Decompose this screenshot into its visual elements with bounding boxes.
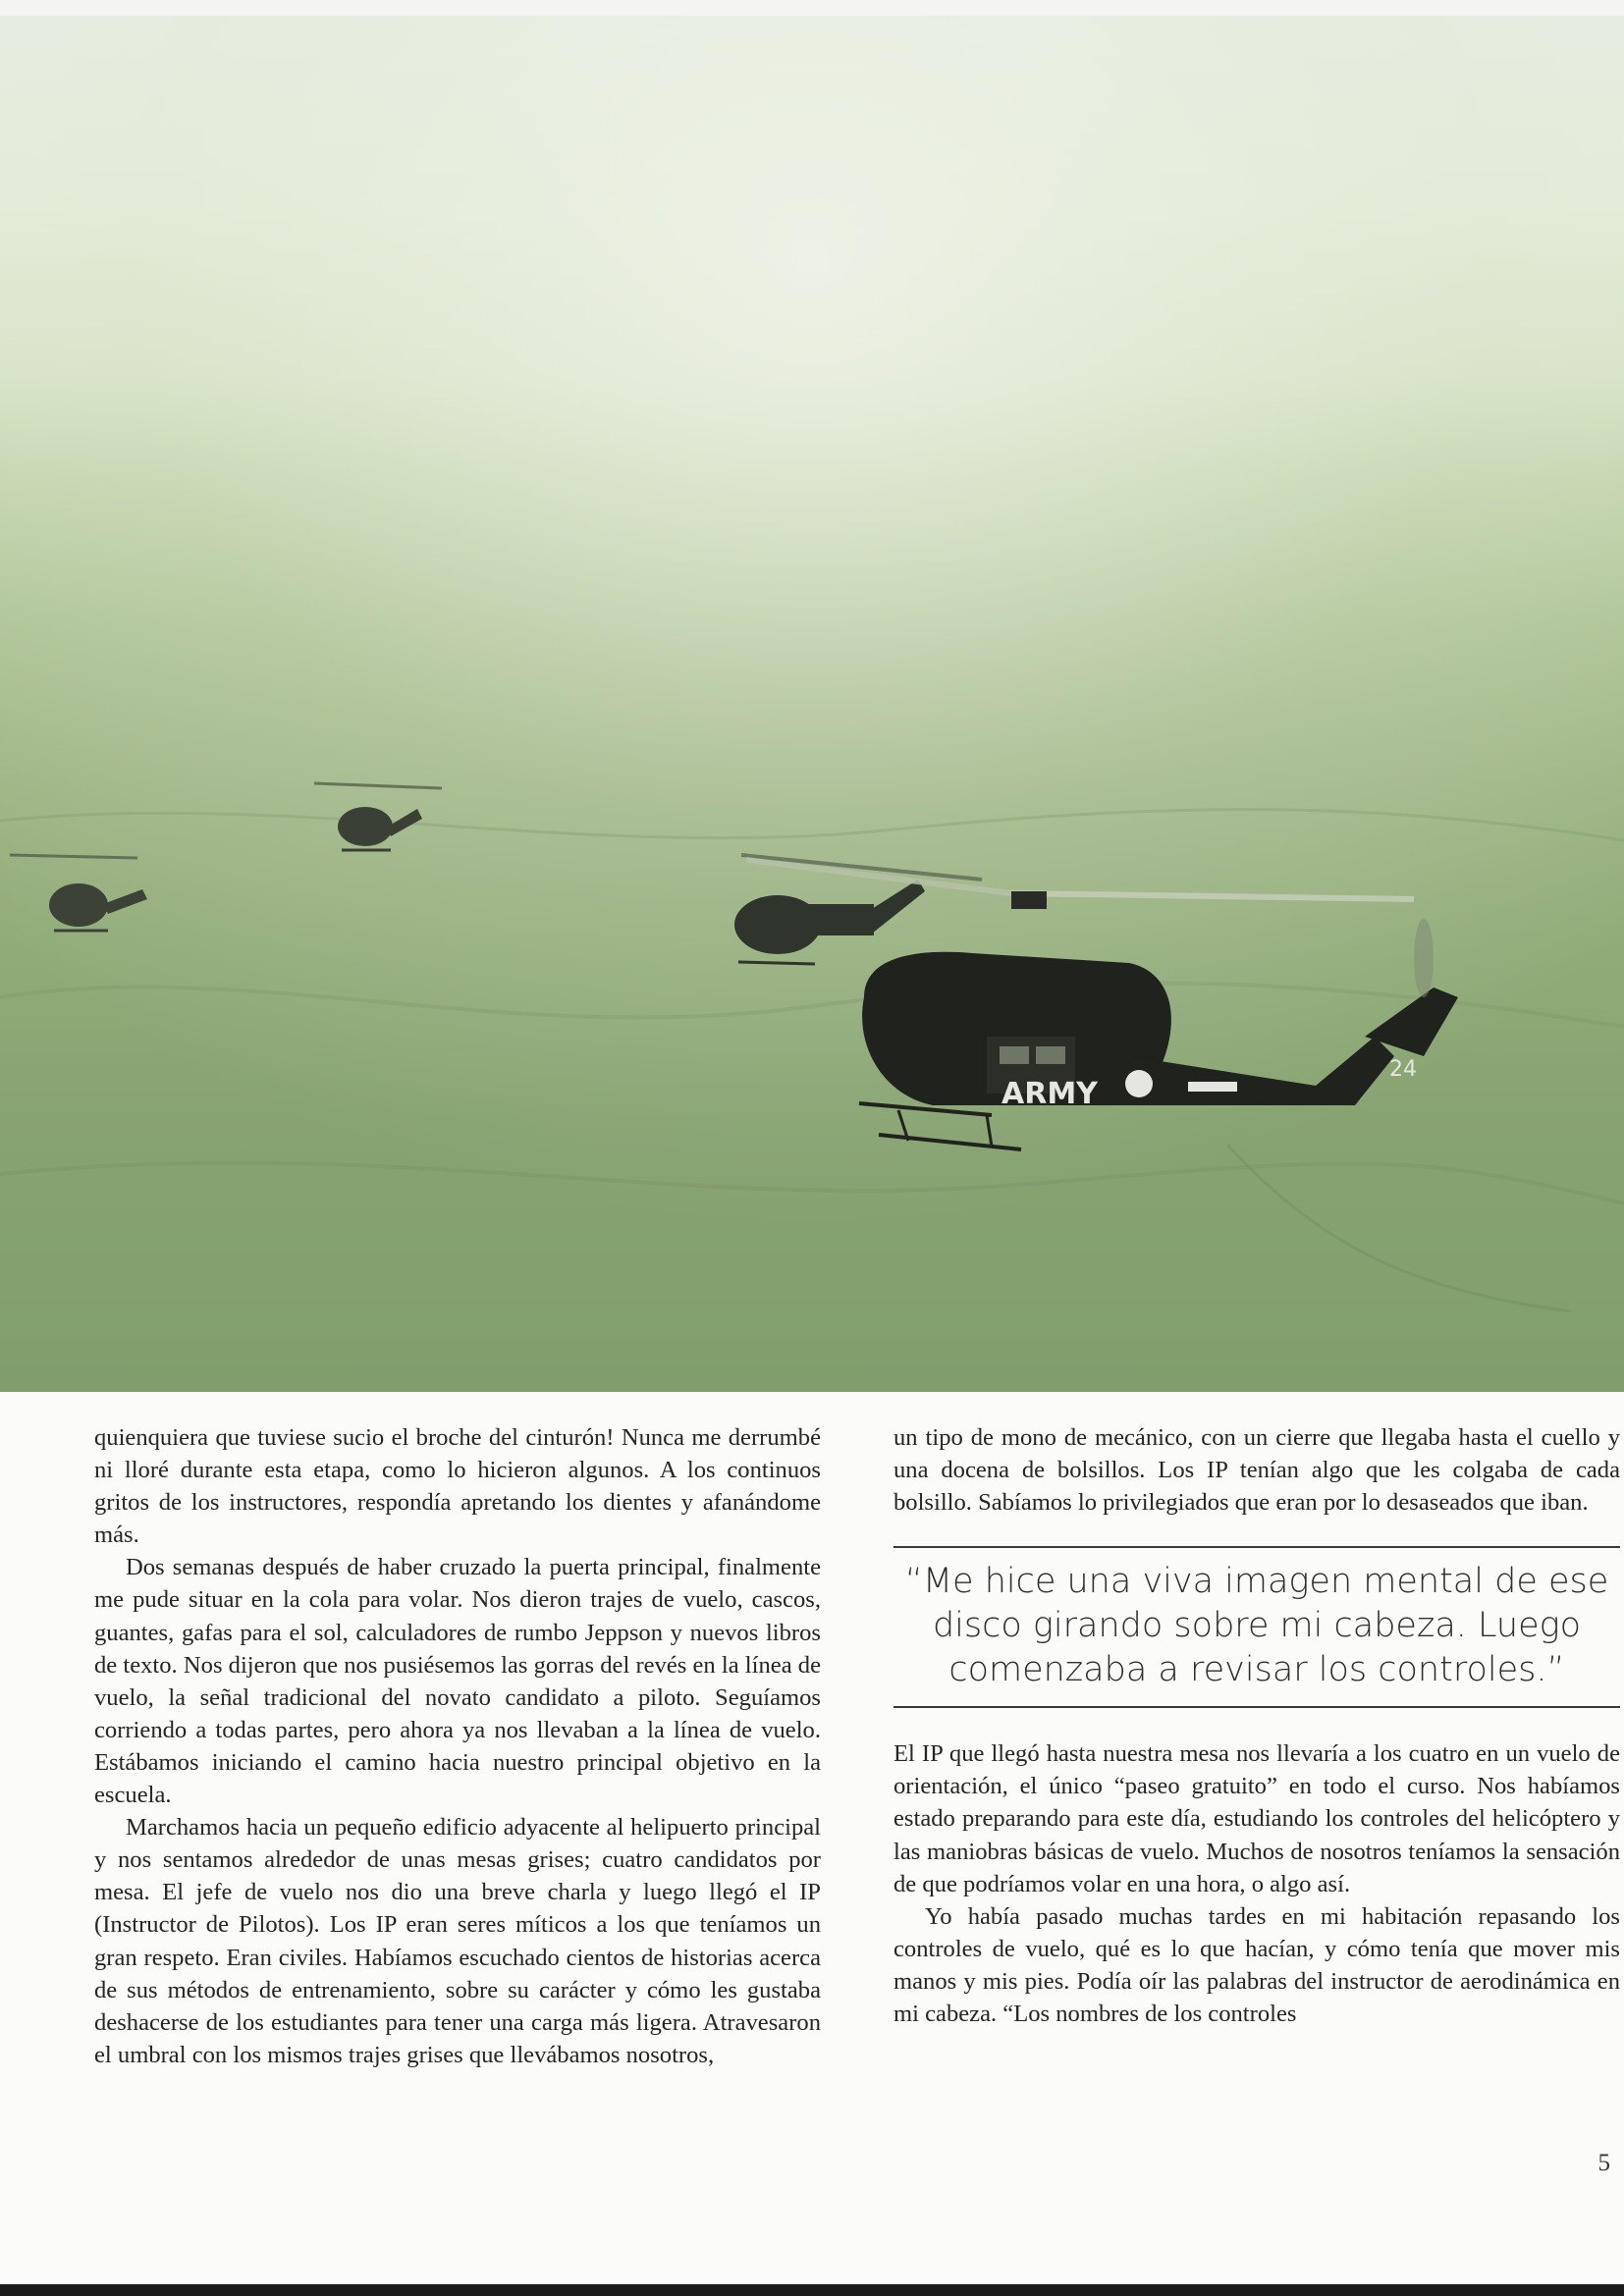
helicopter-photo (0, 16, 1624, 1392)
left-text-column (94, 1421, 821, 2071)
left-paragraph-2: Dos semanas después de haber cruzado la puerta principal, finalmente me pude situar en la cola para volar. Nos dieron trajes de vuelo, cascos, guantes, gafas para el sol, calculadores de rumbo Jeppson y nuevos libros de texto. Nos dijeron que nos pusiésemos las gorras del revés en la línea de vuelo, la señal tradicional del novato candidato a piloto. Seguíamos corriendo a todas partes, pero ahora ya nos llevaban a la línea de vuelo. Estábamos iniciando el camino hacia nuestro principal objetivo en la escuela. (94, 1554, 821, 1809)
left-paragraph-3: Marchamos hacia un pequeño edificio adyacente al helipuerto principal y nos sentamos alrededor de unas mesas grises; cuatro candidatos por mesa. El jefe de vuelo nos dio una breve charla y luego llegó el IP (Instructor de Pilotos). Los IP eran seres míticos a los que teníamos un gran respeto. Eran civiles. Habíamos escuchado cientos de historias acerca de sus métodos de entrenamiento, sobre su carácter y cómo les gustaba deshacerse de los estudiantes para tener una carga más ligera. Atravesaron el umbral con los mismos trajes grises que llevábamos nosotros, (94, 1814, 821, 2068)
tail-number: 24 (1389, 1057, 1417, 1082)
right-paragraph-top: un tipo de mono de mecánico, con un cierre que llegaba hasta el cuello y una docena de bolsillos. Los IP tenían algo que les colgaba de cada bolsillo. Sabíamos lo privilegiados que eran por lo desaseados que iban. (893, 1424, 1620, 1517)
right-text-column (893, 1421, 1620, 2030)
right-paragraph-bottom-1: El IP que llegó hasta nuestra mesa nos llevaría a los cuatro en un vuelo de orientación, el único “paseo gratuito” en todo el curso. Nos habíamos estado preparando para este día, estudiando los controles del helicóptero y las maniobras básicas de vuelo. Muchos de nosotros teníamos la sensación de que podríamos volar en una hora, o algo así. (893, 1740, 1620, 1897)
pull-quote: “Me hice una viva imagen mental de ese disco girando sobre mi cabeza. Luego comenzaba a revisar los controles.” (893, 1546, 1620, 1708)
page-bottom-edge (0, 2284, 1624, 2296)
right-paragraph-bottom-2: Yo había pasado muchas tardes en mi habitación repasando los controles de vuelo, qué es lo que hacían, y cómo tenía que mover mis manos y mis pies. Podía oír las palabras del instructor de aerodinámica en mi cabeza. “Los nombres de los controles (893, 1902, 1620, 2028)
left-paragraph-1: quienquiera que tuviese sucio el broche del cinturón! Nunca me derrumbé ni lloré durante esta etapa, como lo hicieron algunos. A los continuos gritos de los instructores, respondía apretando los dientes y afanándome más. (94, 1424, 821, 1549)
page-number: 5 (1597, 2150, 1610, 2176)
army-marking: ARMY (1001, 1077, 1098, 1111)
helicopter-photo-art (0, 16, 1624, 1392)
page-top-strip (0, 0, 1624, 16)
